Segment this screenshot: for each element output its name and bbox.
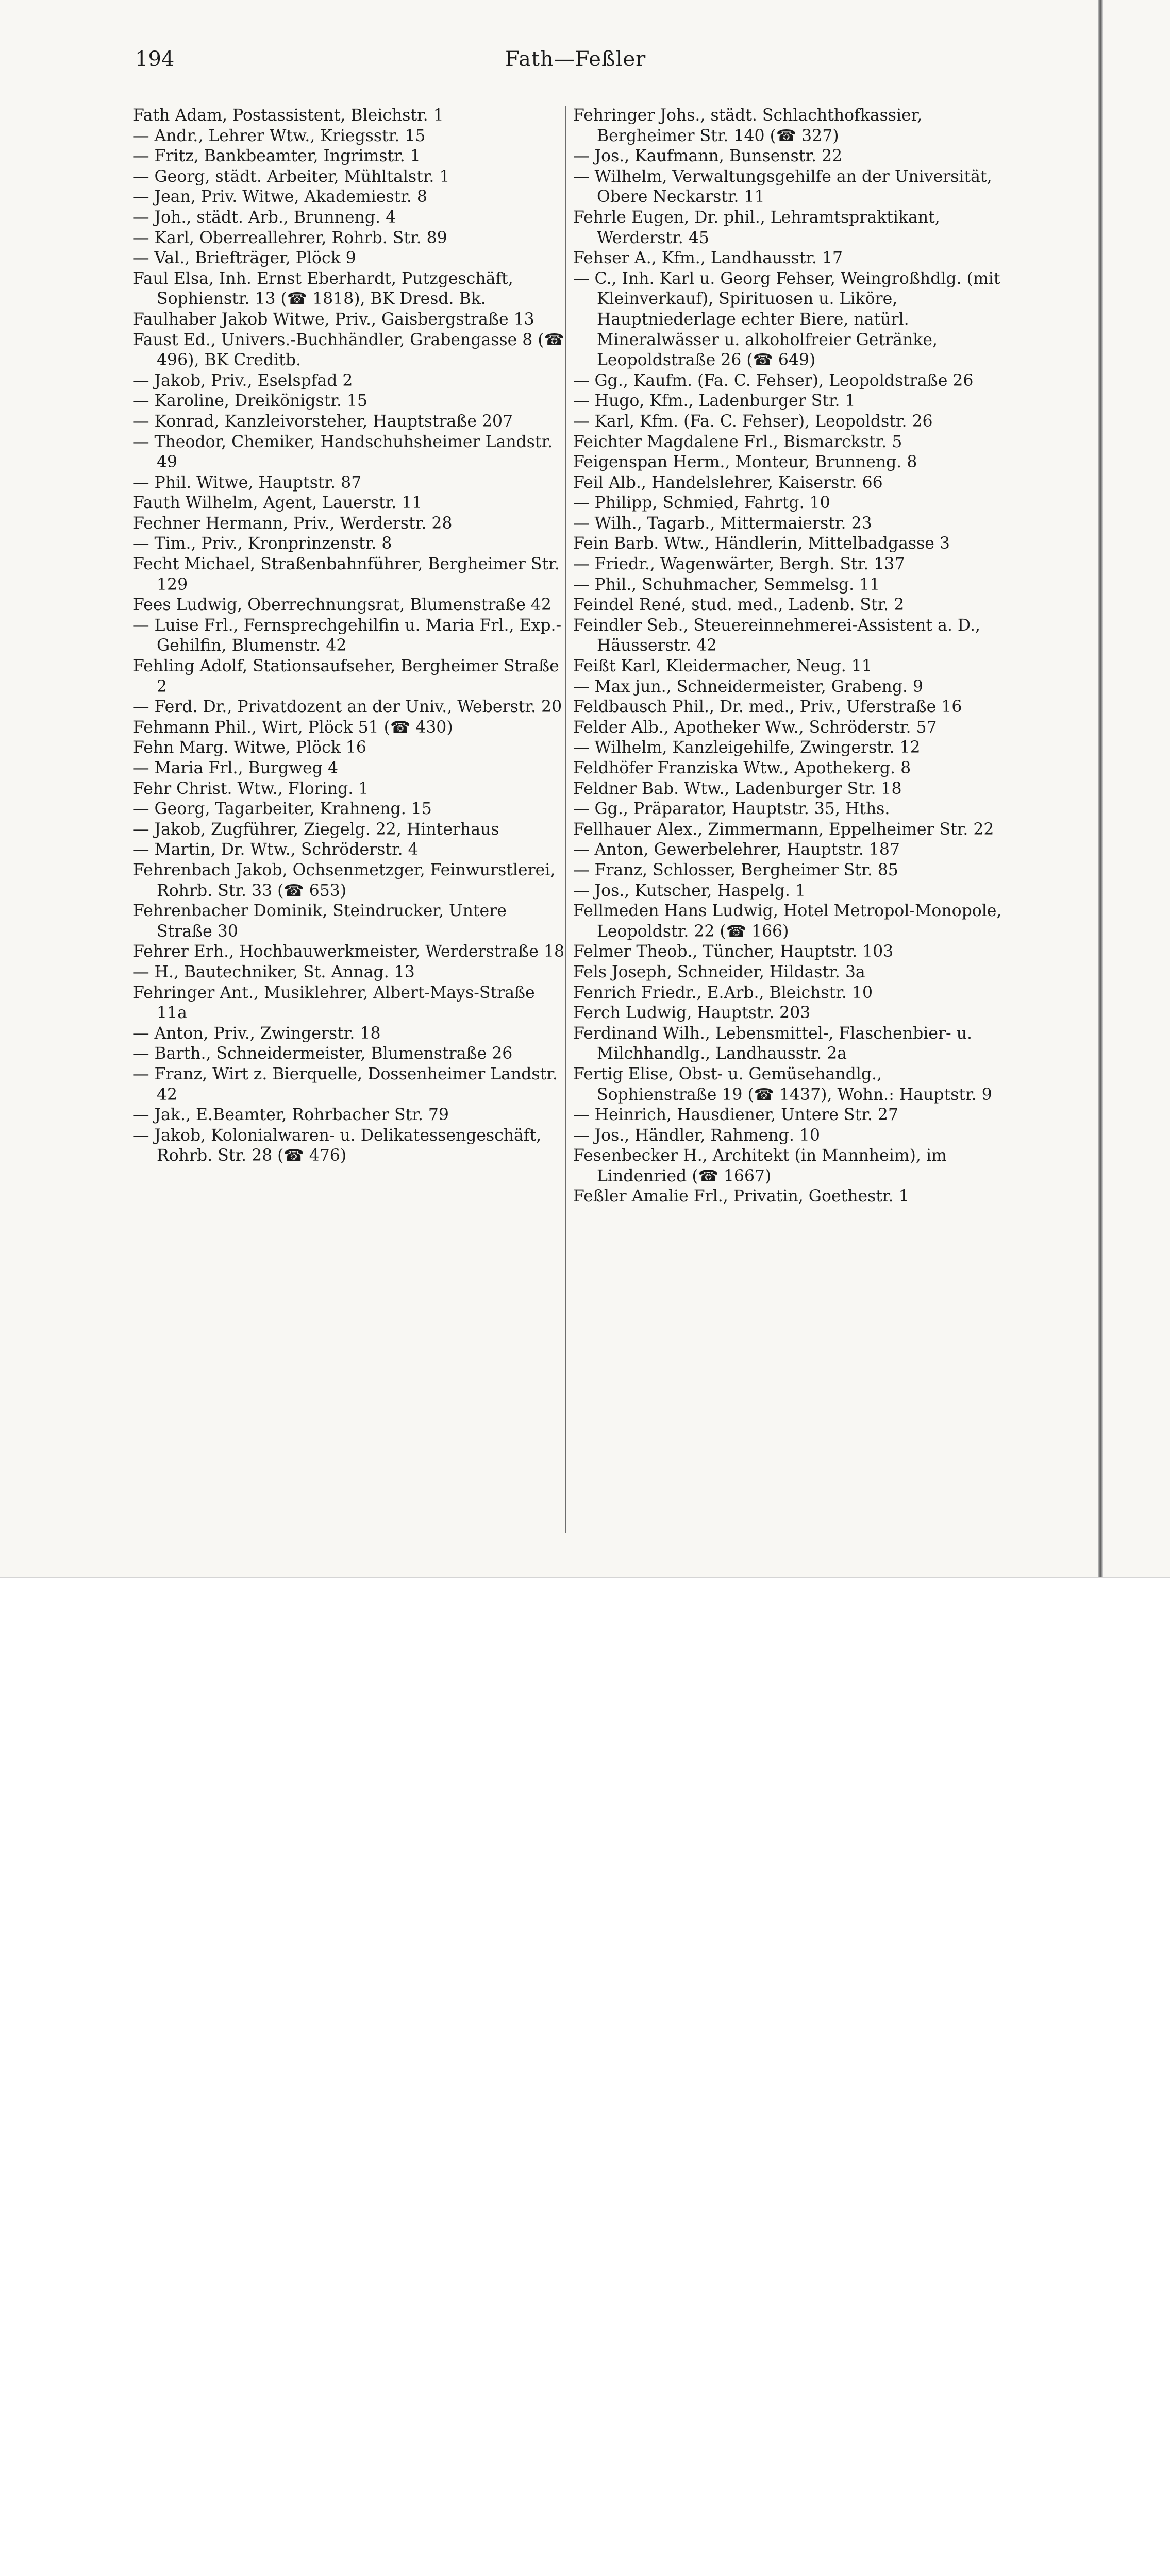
right-column xyxy=(573,106,1006,1207)
directory-entry: — Wilhelm, Verwaltungsgehilfe an der Universität, Obere Neckarstr. 11 xyxy=(573,167,992,207)
directory-entry: — Phil., Schuhmacher, Semmelsg. 11 xyxy=(573,575,880,594)
directory-entry: Fehringer Johs., städt. Schlachthofkassier, Bergheimer Str. 140 (☎ 327) xyxy=(573,106,923,145)
directory-entry: — Karl, Kfm. (Fa. C. Fehser), Leopoldstr. 26 xyxy=(573,412,933,431)
directory-entry: Fesenbecker H., Architekt (in Mannheim), im Lindenried (☎ 1667) xyxy=(573,1146,947,1185)
directory-entry: Fehn Marg. Witwe, Plöck 16 xyxy=(133,738,366,757)
directory-entry: — Franz, Wirt z. Bierquelle, Dossenheimer Landstr. 42 xyxy=(133,1064,558,1104)
directory-entry: — Gg., Kaufm. (Fa. C. Fehser), Leopoldstraße 26 xyxy=(573,371,974,390)
directory-entry: — Wilh., Tagarb., Mittermaierstr. 23 xyxy=(573,514,872,533)
directory-entry: Fehling Adolf, Stationsaufseher, Bergheimer Straße 2 xyxy=(133,657,559,696)
directory-entry: — Jak., E.Beamter, Rohrbacher Str. 79 xyxy=(133,1106,449,1125)
directory-entry: — Karl, Oberreallehrer, Rohrb. Str. 89 xyxy=(133,228,447,247)
directory-entry: — Martin, Dr. Wtw., Schröderstr. 4 xyxy=(133,840,419,859)
directory-entry: — Karoline, Dreikönigstr. 15 xyxy=(133,392,368,411)
directory-entry: — Joh., städt. Arb., Brunneng. 4 xyxy=(133,208,396,227)
directory-entry: Fehrle Eugen, Dr. phil., Lehramtspraktikant, Werderstr. 45 xyxy=(573,208,940,247)
directory-entry: — Tim., Priv., Kronprinzenstr. 8 xyxy=(133,534,392,553)
directory-entry: Feigenspan Herm., Monteur, Brunneng. 8 xyxy=(573,453,917,472)
directory-entry: — Barth., Schneidermeister, Blumenstraße 26 xyxy=(133,1044,513,1063)
directory-entry: Feldhöfer Franziska Wtw., Apothekerg. 8 xyxy=(573,759,911,777)
directory-entry: — Anton, Priv., Zwingerstr. 18 xyxy=(133,1024,381,1043)
directory-entry: — Fritz, Bankbeamter, Ingrimstr. 1 xyxy=(133,147,421,166)
directory-entry: — Franz, Schlosser, Bergheimer Str. 85 xyxy=(573,860,898,879)
directory-entry: Fels Joseph, Schneider, Hildastr. 3a xyxy=(573,962,865,981)
directory-entry: — Jos., Kutscher, Haspelg. 1 xyxy=(573,881,806,900)
running-head: Fath—Feßler xyxy=(505,47,646,71)
directory-entry: Feil Alb., Handelslehrer, Kaiserstr. 66 xyxy=(573,473,883,492)
directory-entry: — Friedr., Wagenwärter, Bergh. Str. 137 xyxy=(573,555,905,574)
directory-entry: — Jos., Händler, Rahmeng. 10 xyxy=(573,1126,820,1145)
directory-entry: — Maria Frl., Burgweg 4 xyxy=(133,759,338,777)
directory-entry: Feßler Amalie Frl., Privatin, Goethestr. 1 xyxy=(573,1187,909,1206)
directory-entry: — Konrad, Kanzleivorsteher, Hauptstraße 207 xyxy=(133,412,513,431)
directory-entry: Ferch Ludwig, Hauptstr. 203 xyxy=(573,1004,811,1023)
directory-entry: — Phil. Witwe, Hauptstr. 87 xyxy=(133,473,362,492)
directory-entry: — Georg, Tagarbeiter, Krahneng. 15 xyxy=(133,800,432,819)
directory-entry: Fauth Wilhelm, Agent, Lauerstr. 11 xyxy=(133,494,423,513)
directory-entry: Faulhaber Jakob Witwe, Priv., Gaisbergstraße 13 xyxy=(133,310,534,329)
directory-entry: — Jakob, Priv., Eselspfad 2 xyxy=(133,371,353,390)
directory-entry: Fehser A., Kfm., Landhausstr. 17 xyxy=(573,249,843,268)
directory-entry: Faust Ed., Univers.-Buchhändler, Grabengasse 8 (☎ 496), BK Creditb. xyxy=(133,330,564,370)
directory-entry: Felmer Theob., Tüncher, Hauptstr. 103 xyxy=(573,942,894,961)
directory-entry: Fehmann Phil., Wirt, Plöck 51 (☎ 430) xyxy=(133,718,453,737)
directory-entry: Fecht Michael, Straßenbahnführer, Bergheimer Str. 129 xyxy=(133,555,560,594)
page-edge xyxy=(1098,0,1103,1577)
directory-entry: Fehr Christ. Wtw., Floring. 1 xyxy=(133,779,369,798)
column-divider xyxy=(565,106,566,1533)
directory-entry: — Philipp, Schmied, Fahrtg. 10 xyxy=(573,494,830,513)
directory-entry: — Georg, städt. Arbeiter, Mühltalstr. 1 xyxy=(133,167,450,186)
page-number: 194 xyxy=(135,47,175,71)
directory-entry: Fellhauer Alex., Zimmermann, Eppelheimer Str. 22 xyxy=(573,820,994,839)
footer-bar xyxy=(0,1577,1170,1663)
directory-entry: — Max jun., Schneidermeister, Grabeng. 9 xyxy=(573,677,924,696)
directory-entry: Fees Ludwig, Oberrechnungsrat, Blumenstraße 42 xyxy=(133,596,551,615)
directory-entry: Fehrenbach Jakob, Ochsenmetzger, Feinwurstlerei, Rohrb. Str. 33 (☎ 653) xyxy=(133,860,556,900)
directory-entry: — Jakob, Kolonialwaren- u. Delikatessengeschäft, Rohrb. Str. 28 (☎ 476) xyxy=(133,1126,542,1165)
directory-entry: Fehrenbacher Dominik, Steindrucker, Untere Straße 30 xyxy=(133,902,507,941)
directory-entry: Feindler Seb., Steuereinnehmerei-Assistent a. D., Häusserstr. 42 xyxy=(573,616,981,655)
directory-entry: — Anton, Gewerbelehrer, Hauptstr. 187 xyxy=(573,840,900,859)
directory-entry: — Luise Frl., Fernsprechgehilfin u. Maria Frl., Exp.-Gehilfin, Blumenstr. 42 xyxy=(133,616,562,655)
directory-entry: Fenrich Friedr., E.Arb., Bleichstr. 10 xyxy=(573,983,873,1002)
directory-entry: Feißt Karl, Kleidermacher, Neug. 11 xyxy=(573,657,872,676)
directory-entry: Felder Alb., Apotheker Ww., Schröderstr. 57 xyxy=(573,718,937,737)
directory-entry: Fertig Elise, Obst- u. Gemüsehandlg., Sophienstraße 19 (☎ 1437), Wohn.: Hauptstr. 9 xyxy=(573,1064,992,1104)
directory-entry: — Jos., Kaufmann, Bunsenstr. 22 xyxy=(573,147,843,166)
directory-entry: Feichter Magdalene Frl., Bismarckstr. 5 xyxy=(573,432,902,451)
directory-entry: Faul Elsa, Inh. Ernst Eberhardt, Putzgeschäft, Sophienstr. 13 (☎ 1818), BK Dresd. Bk. xyxy=(133,269,513,309)
directory-entry: — Gg., Präparator, Hauptstr. 35, Hths. xyxy=(573,800,890,819)
directory-entry: — Ferd. Dr., Privatdozent an der Univ., Weberstr. 20 xyxy=(133,698,562,717)
directory-entry: Fechner Hermann, Priv., Werderstr. 28 xyxy=(133,514,453,533)
directory-entry: — C., Inh. Karl u. Georg Fehser, Weingroßhdlg. (mit Kleinverkauf), Spirituosen u. Liköre, Hauptniederlage echter Biere, natürl. Mineralwässer u. alkoholfreier Getränke, Leopoldstraße 26 (☎ 649) xyxy=(573,269,1000,370)
directory-entry: Feldbausch Phil., Dr. med., Priv., Uferstraße 16 xyxy=(573,698,962,717)
directory-entry: — Heinrich, Hausdiener, Untere Str. 27 xyxy=(573,1106,898,1125)
directory-entry: Fath Adam, Postassistent, Bleichstr. 1 xyxy=(133,106,444,125)
directory-entry: Fellmeden Hans Ludwig, Hotel Metropol-Monopole, Leopoldstr. 22 (☎ 166) xyxy=(573,902,1002,941)
directory-entry: — Jakob, Zugführer, Ziegelg. 22, Hinterhaus xyxy=(133,820,499,839)
directory-entry: Fein Barb. Wtw., Händlerin, Mittelbadgasse 3 xyxy=(573,534,950,553)
left-column xyxy=(133,106,566,1166)
directory-entry: — H., Bautechniker, St. Annag. 13 xyxy=(133,962,415,981)
directory-entry: Fehrer Erh., Hochbauwerkmeister, Werderstraße 18 xyxy=(133,942,565,961)
directory-entry: — Jean, Priv. Witwe, Akademiestr. 8 xyxy=(133,188,427,207)
directory-entry: Ferdinand Wilh., Lebensmittel-, Flaschenbier- u. Milchhandlg., Landhausstr. 2a xyxy=(573,1024,972,1063)
directory-entry: — Andr., Lehrer Wtw., Kriegsstr. 15 xyxy=(133,126,426,145)
directory-entry: — Theodor, Chemiker, Handschuhsheimer Landstr. 49 xyxy=(133,432,553,472)
directory-entry: — Hugo, Kfm., Ladenburger Str. 1 xyxy=(573,392,856,411)
directory-entry: — Val., Briefträger, Plöck 9 xyxy=(133,249,356,268)
directory-entry: Feindel René, stud. med., Ladenb. Str. 2 xyxy=(573,596,905,615)
directory-entry: — Wilhelm, Kanzleigehilfe, Zwingerstr. 12 xyxy=(573,738,921,757)
directory-entry: Fehringer Ant., Musiklehrer, Albert-Mays-Straße 11a xyxy=(133,983,535,1023)
directory-entry: Feldner Bab. Wtw., Ladenburger Str. 18 xyxy=(573,779,902,798)
